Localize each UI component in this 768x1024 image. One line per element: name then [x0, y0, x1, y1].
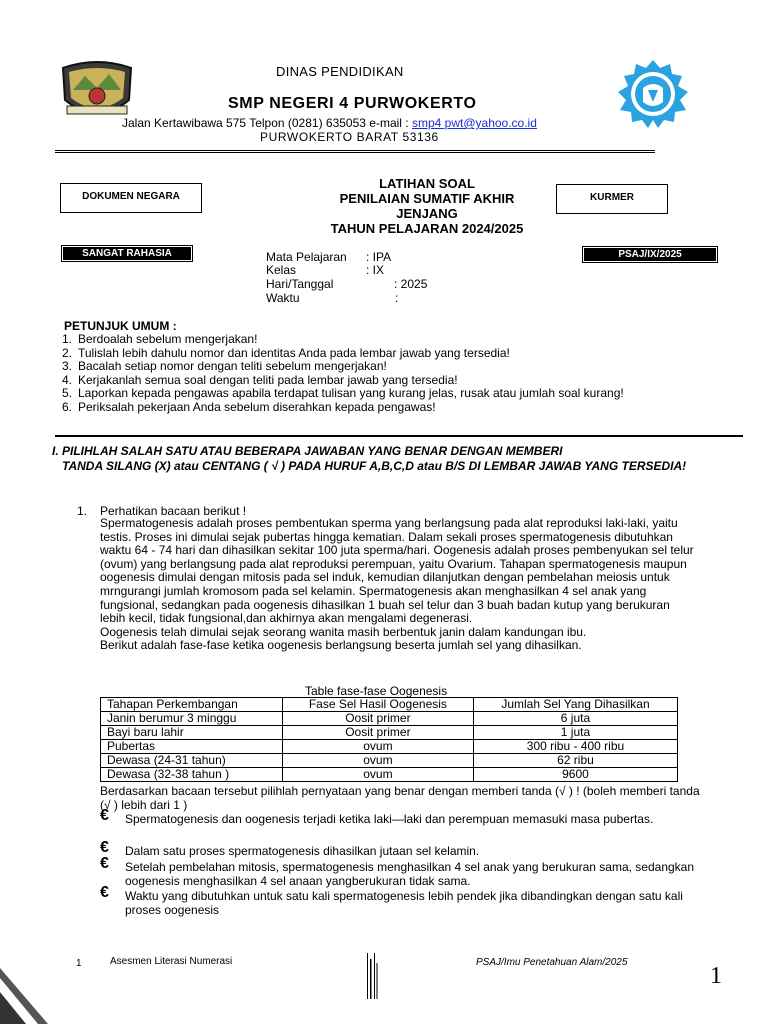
table-cell: Dewasa (32-38 tahun ) — [101, 768, 283, 782]
meta-label: Mata Pelajaran — [266, 250, 347, 264]
meta-label: Waktu — [266, 291, 300, 305]
meta-value: : — [395, 291, 399, 305]
petunjuk-heading: PETUNJUK UMUM : — [64, 319, 177, 333]
title-line-3: JENJANG — [396, 206, 458, 221]
checkbox-icon[interactable]: € — [100, 884, 109, 901]
table-cell: 6 juta — [473, 712, 677, 726]
school-emblem-logo — [612, 58, 694, 130]
passage-paragraph-2: Oogenesis telah dimulai sejak seorang wanita masih berbentuk janin dalam kandungan ibu. — [100, 624, 587, 639]
table-row — [101, 726, 678, 740]
checkbox-icon[interactable]: € — [100, 839, 109, 856]
table-cell: Pubertas — [101, 740, 283, 754]
table-row — [101, 712, 678, 726]
title-line-2: PENILAIAN SUMATIF AKHIR — [339, 191, 515, 206]
title-line-1: LATIHAN SOAL — [379, 176, 475, 191]
address-text: Jalan Kertawibawa 575 Telpon (0281) 635053 e-mail : — [122, 116, 409, 130]
meta-label: Kelas — [266, 263, 297, 277]
list-item: 1. Berdoalah sebelum mengerjakan! — [62, 332, 258, 346]
meta-value: : IX — [366, 263, 385, 277]
table-cell: 62 ribu — [473, 754, 677, 768]
list-item: 4. Kerjakanlah semua soal dengan teliti pada lembar jawab yang tersedia! — [62, 372, 458, 387]
oogenesis-table — [100, 697, 678, 782]
meta-kelas — [266, 264, 384, 277]
list-item: 5. Laporkan kepada pengawas apabila terdapat tulisan yang kurang jelas, rusak atau jumlah soal kurang! — [62, 386, 624, 400]
meta-hari — [266, 278, 427, 291]
question-instruction: Berdasarkan bacaan tersebut pilihlah pernyataan yang benar dengan memberi tanda (√ ) ! (boleh memberi tanda (√ ) lebih dari 1 ) — [100, 784, 700, 812]
regency-seal-logo — [57, 60, 137, 122]
school-address — [122, 116, 537, 130]
passage-paragraph-3: Berikut adalah fase-fase ketika oogenesis berlangsung beserta jumlah sel yang dihasilkan. — [100, 638, 582, 653]
email-link[interactable]: smp4 pwt@yahoo.co.id — [411, 116, 537, 130]
question-lead: Perhatikan bacaan berikut ! — [100, 504, 247, 518]
school-name: SMP NEGERI 4 PURWOKERTO — [228, 95, 477, 112]
sangat-rahasia-box — [61, 245, 193, 262]
table-cell: 1 juta — [473, 726, 677, 740]
table-cell: Janin berumur 3 minggu — [101, 712, 283, 726]
agency-name: DINAS PENDIDIKAN — [276, 64, 404, 79]
sangat-rahasia-label: SANGAT RAHASIA — [63, 247, 191, 260]
table-caption: Table fase-fase Oogenesis — [305, 684, 448, 698]
title-line-4: TAHUN PELAJARAN 2024/2025 — [330, 221, 524, 236]
table-row — [101, 768, 678, 782]
question-number: 1. — [77, 504, 88, 518]
answer-option[interactable] — [100, 855, 700, 888]
table-cell: 300 ribu - 400 ribu — [473, 740, 677, 754]
meta-value: : 2025 — [394, 277, 428, 291]
table-row — [101, 740, 678, 754]
table-cell: Oosit primer — [282, 712, 473, 726]
checkbox-icon[interactable]: € — [100, 855, 109, 872]
option-text: Spermatogenesis dan oogenesis terjadi ketika laki—laki dan perempuan memasuki masa pubertas. — [125, 812, 654, 826]
reading-passage — [100, 517, 694, 653]
table-header: Fase Sel Hasil Oogenesis — [282, 698, 473, 712]
list-item: 6. Periksalah pekerjaan Anda sebelum diserahkan kepada pengawas! — [62, 399, 436, 414]
petunjuk-list — [62, 333, 698, 414]
meta-waktu — [266, 292, 398, 305]
table-cell: ovum — [282, 740, 473, 754]
dokumen-negara-box: DOKUMEN NEGARA — [60, 183, 202, 213]
table-header: Jumlah Sel Yang Dihasilkan — [473, 698, 677, 712]
table-cell: ovum — [282, 768, 473, 782]
table-cell: Bayi baru lahir — [101, 726, 283, 740]
checkbox-icon[interactable]: € — [100, 807, 109, 824]
answer-option[interactable] — [100, 839, 700, 858]
table-header: Tahapan Perkembangan — [101, 698, 283, 712]
table-cell: Dewasa (24-31 tahun) — [101, 754, 283, 768]
table-row — [101, 754, 678, 768]
list-item: 2. Tulislah lebih dahulu nomor dan identitas Anda pada lembar jawab yang tersedia! — [62, 345, 510, 360]
document-code-label: PSAJ/IX/2025 — [584, 248, 716, 261]
meta-value: : IPA — [366, 250, 392, 264]
table-header-row — [101, 698, 678, 712]
option-text: Setelah pembelahan mitosis, spermatogenesis menghasilkan 4 sel anak yang berukuran sama, sedangkan oogenesis menghasilkan 4 sel anaan yangberukuran tidak sama. — [125, 860, 695, 888]
footer-right: PSAJ/Imu Penetahuan Alam/2025 — [476, 957, 628, 968]
barcode-icon — [366, 953, 378, 999]
page-number: 1 — [710, 963, 722, 989]
table-cell: 9600 — [473, 768, 677, 782]
section-instruction — [52, 444, 698, 474]
option-text: Waktu yang dibutuhkan untuk satu kali spermatogenesis lebih pendek jika dibandingkan dengan satu kali proses oogenesis — [125, 889, 683, 917]
school-city: PURWOKERTO BARAT 53136 — [260, 130, 439, 144]
document-code-box — [582, 246, 718, 263]
kurmer-box: KURMER — [556, 184, 668, 214]
answer-option[interactable] — [100, 807, 700, 826]
option-text: Dalam satu proses spermatogenesis dihasilkan jutaan sel kelamin. — [125, 844, 480, 858]
section-line-2: TANDA SILANG (X) atau CENTANG ( √ ) PADA HURUF A,B,C,D atau B/S DI LEMBAR JAWAB YANG TERSEDIA! — [62, 459, 687, 473]
section-divider — [55, 435, 743, 437]
table-cell: ovum — [282, 754, 473, 768]
table-cell: Oosit primer — [282, 726, 473, 740]
footer-number: 1 — [76, 958, 82, 969]
list-item: 3. Bacalah setiap nomor dengan teliti sebelum mengerjakan! — [62, 359, 387, 373]
header-divider — [55, 150, 655, 153]
answer-option[interactable] — [100, 884, 700, 917]
section-line-1: I. PILIHLAH SALAH SATU ATAU BEBERAPA JAWABAN YANG BENAR DENGAN MEMBERI — [52, 444, 563, 458]
page-corner-icon — [0, 968, 50, 1024]
footer-left: Asesmen Literasi Numerasi — [110, 956, 233, 967]
meta-label: Hari/Tanggal — [266, 277, 334, 291]
passage-paragraph: Spermatogenesis adalah proses pembentukan sperma yang berlangsung pada alat reproduksi laki-laki, yaitu testis. Proses ini dimulai sejak pubertas hingga kematian. Dalam sekali proses spermatogenesis dibutuhkan waktu 64 - 74 hari dan dihasilkan sekitar 100 juta sperma/hari. Oogenesis adalah proses pembenyukan sel telur (ovum) yang berlangsung pada alat reproduksi perempuan, yaitu Ovarium. Tahapan spermatogenesis maupun oogenesis dimulai dengan mitosis pada sel induk, kemudian dilanjutkan dengan pembelahan meiosis untuk mrngurangi jumlah kromosom pada sel kelamin. Spermatogenesis akan menghasilkan 4 sel anak yang fungsional, sedangkan pada oogenesis dihasilkan 1 buah sel telur dan 3 buah badan kutup yang berukuran lebih kecil, tidak fungsional,dan akhirnya akan mengalami degenerasi. — [100, 516, 694, 626]
